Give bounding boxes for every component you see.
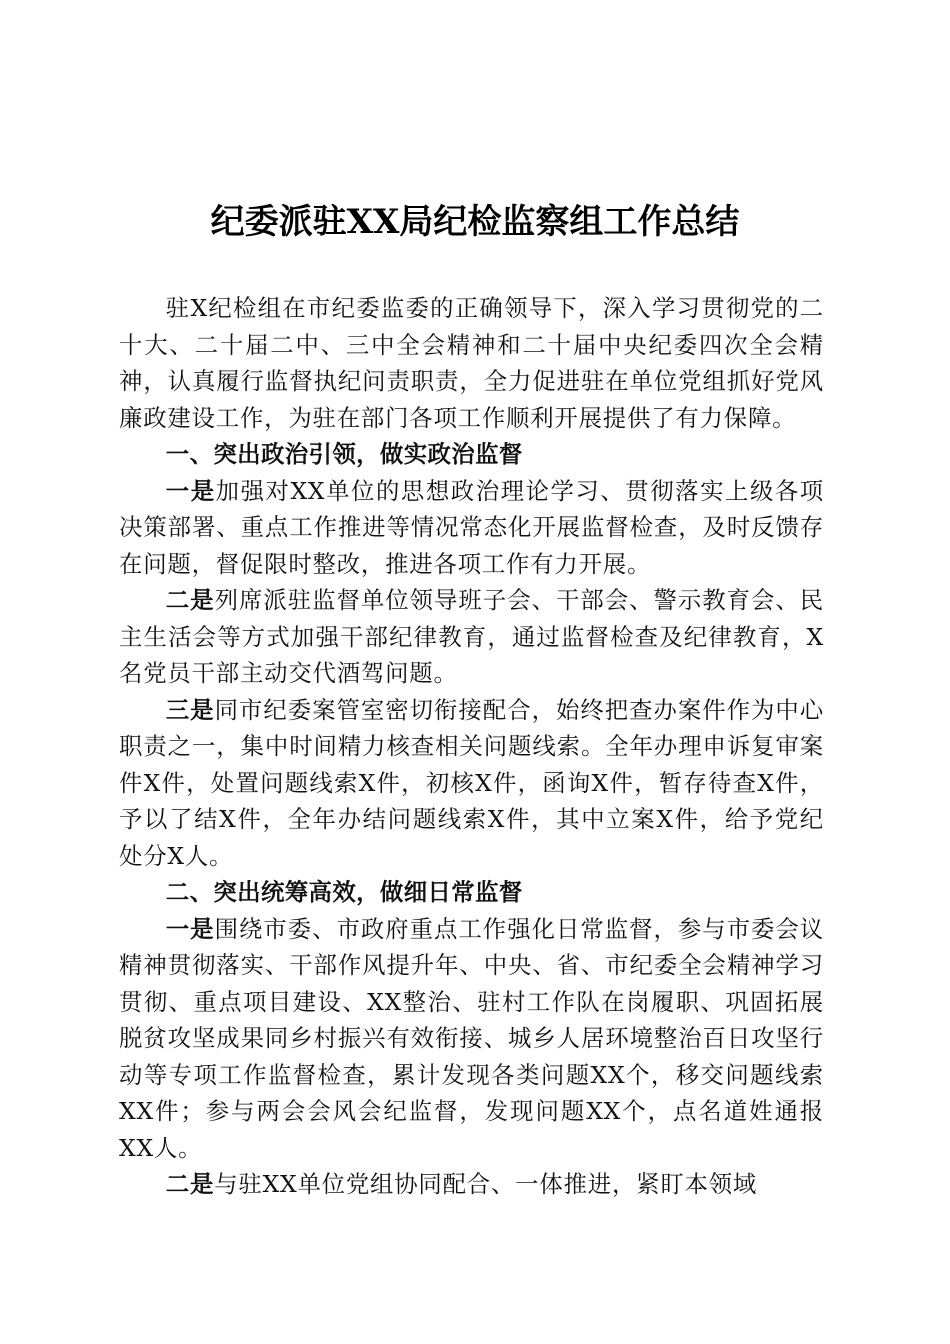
section-1-item-1 (119, 473, 824, 583)
item-lead: 二是 (165, 586, 215, 614)
item-text: 加强对XX单位的思想政治理论学习、贯彻落实上级各项决策部署、重点工作推进等情况常态化开展监督检查，及时反馈存在问题，督促限时整改，推进各项工作有力开展。 (119, 476, 824, 578)
item-lead: 一是 (165, 914, 215, 943)
item-lead: 一是 (165, 476, 216, 505)
section-heading-2: 二、突出统筹高效，做细日常监督 (165, 878, 523, 906)
document-title: 纪委派驻XX局纪检监察组工作总结 (210, 202, 740, 242)
section-heading-1: 一、突出政治引领，做实政治监督 (165, 440, 523, 468)
intro-paragraph: 驻X纪检组在市纪委监委的正确领导下，深入学习贯彻党的二十大、二十届二中、三中全会精神和二十届中央纪委四次全会精神，认真履行监督执纪问责职责，全力促进驻在单位党组抓好党风廉政建设工作，为驻在部门各项工作顺利开展提供了有力保障。 (119, 294, 824, 432)
section-1-item-3 (119, 692, 824, 875)
section-2-item-2 (119, 1166, 824, 1203)
item-text: 列席派驻监督单位领导班子会、干部会、警示教育会、民主生活会等方式加强干部纪律教育，通过监督检查及纪律教育，X名党员干部主动交代酒驾问题。 (119, 586, 824, 687)
document-body (119, 290, 824, 1203)
item-text: 与驻XX单位党组协同配合、一体推进，紧盯本领域 (214, 1170, 758, 1198)
item-text: 同市纪委案管室密切衔接配合，始终把查办案件作为中心职责之一，集中时间精力核查相关问题线索。全年办理申诉复审案件X件，处置问题线索X件，初核X件，函询X件，暂存待查X件，予以了结X件，全年办结问题线索X件，其中立案X件，给予党纪处分X人。 (119, 695, 824, 870)
section-1-item-2 (119, 582, 824, 692)
item-lead: 三是 (165, 695, 215, 724)
item-lead: 二是 (165, 1170, 215, 1198)
section-2-item-1 (119, 911, 824, 1167)
item-text: 围绕市委、市政府重点工作强化日常监督，参与市委会议精神贯彻落实、干部作风提升年、中央、省、市纪委全会精神学习贯彻、重点项目建设、XX整治、驻村工作队在岗履职、巩固拓展脱贫攻坚成果同乡村振兴有效衔接、城乡人居环境整治百日攻坚行动等专项工作监督检查，累计发现各类问题XX个，移交问题线索XX件；参与两会会风会纪监督，发现问题XX个，点名道姓通报XX人。 (119, 914, 824, 1162)
